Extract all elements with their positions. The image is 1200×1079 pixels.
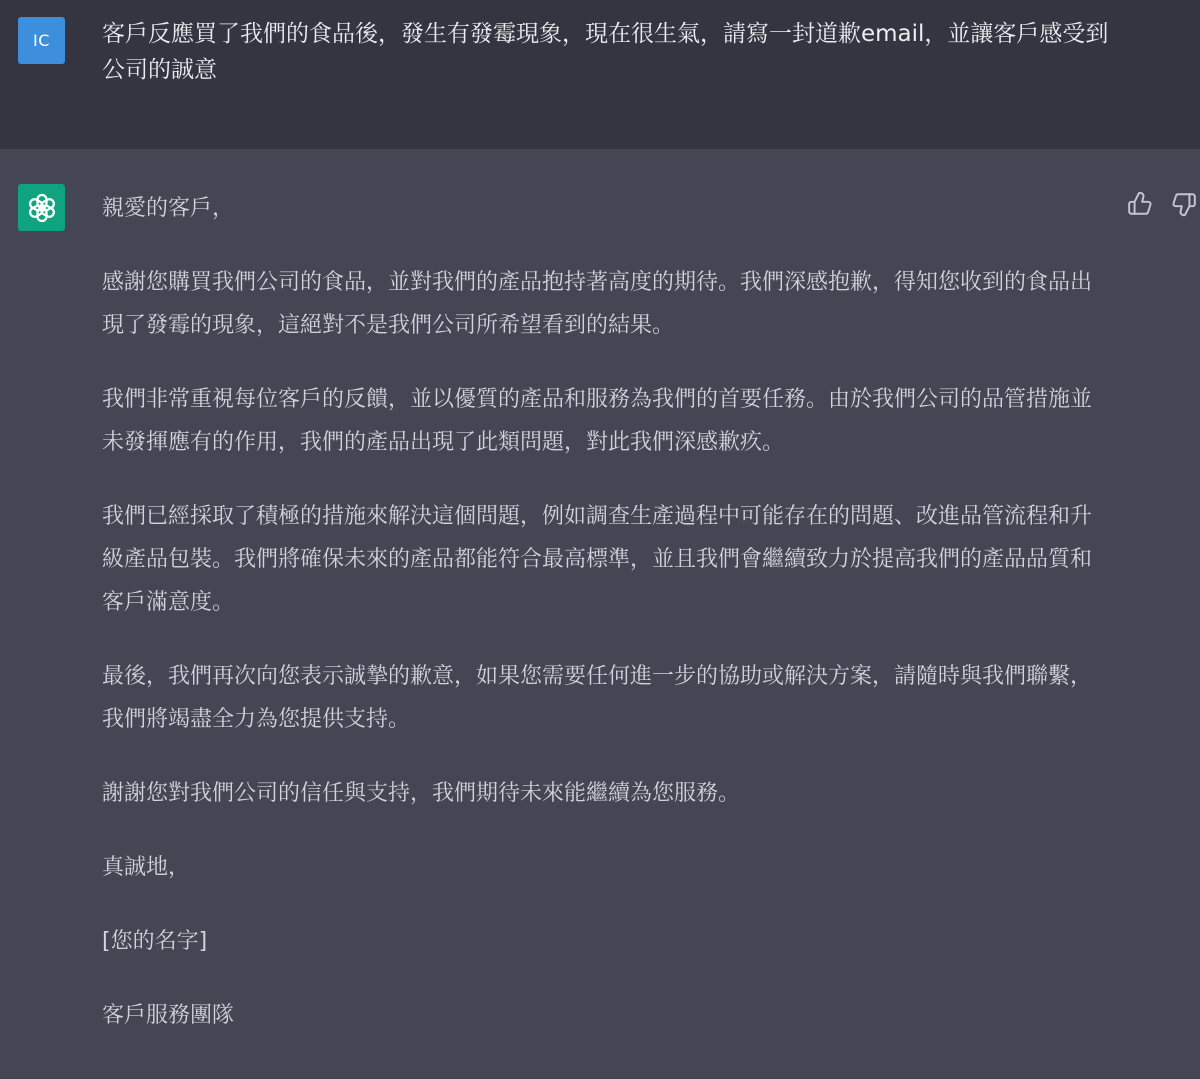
paragraph-thanks: 感謝您購買我們公司的食品，並對我們的產品抱持著高度的期待。我們深感抱歉，得知您收到的食品出現了發霉的現象，這絕對不是我們公司所希望看到的結果。	[102, 270, 1093, 338]
user-message-row	[0, 0, 1200, 149]
signature-team: 客戶服務團隊	[102, 1003, 235, 1028]
paragraph-feedback: 我們非常重視每位客戶的反饋，並以優質的產品和服務為我們的首要任務。由於我們公司的品管措施並未發揮應有的作用，我們的產品出現了此類問題，對此我們深感歉疚。	[102, 387, 1093, 455]
user-message-text: 客戶反應買了我們的食品後，發生有發霉現象，現在很生氣，請寫一封道歉email，並讓客戶感受到公司的誠意	[102, 21, 1109, 83]
signature-name: [您的名字]	[102, 929, 208, 954]
thumbs-down-icon	[1171, 191, 1197, 217]
thumbs-up-icon	[1127, 191, 1153, 217]
user-avatar-initials: IC	[33, 31, 50, 50]
paragraph-measures: 我們已經採取了積極的措施來解決這個問題，例如調查生產過程中可能存在的問題、改進品管流程和升級產品包裝。我們將確保未來的產品都能符合最高標準，並且我們會繼續致力於提高我們的產品品質和客戶滿意度。	[102, 504, 1093, 615]
greeting: 親愛的客戶，	[102, 196, 235, 221]
assistant-message-text	[102, 187, 1102, 1068]
thumbs-down-button[interactable]	[1170, 190, 1198, 218]
user-avatar	[18, 17, 65, 64]
openai-logo-icon	[26, 192, 58, 224]
signoff: 真誠地，	[102, 855, 191, 880]
paragraph-closing: 謝謝您對我們公司的信任與支持，我們期待未來能繼續為您服務。	[102, 781, 741, 806]
paragraph-apology: 最後，我們再次向您表示誠摯的歉意，如果您需要任何進一步的協助或解決方案，請隨時與我們聯繫，我們將竭盡全力為您提供支持。	[102, 664, 1093, 732]
assistant-avatar	[18, 184, 65, 231]
thumbs-up-button[interactable]	[1126, 190, 1154, 218]
assistant-message-row	[0, 149, 1200, 1079]
